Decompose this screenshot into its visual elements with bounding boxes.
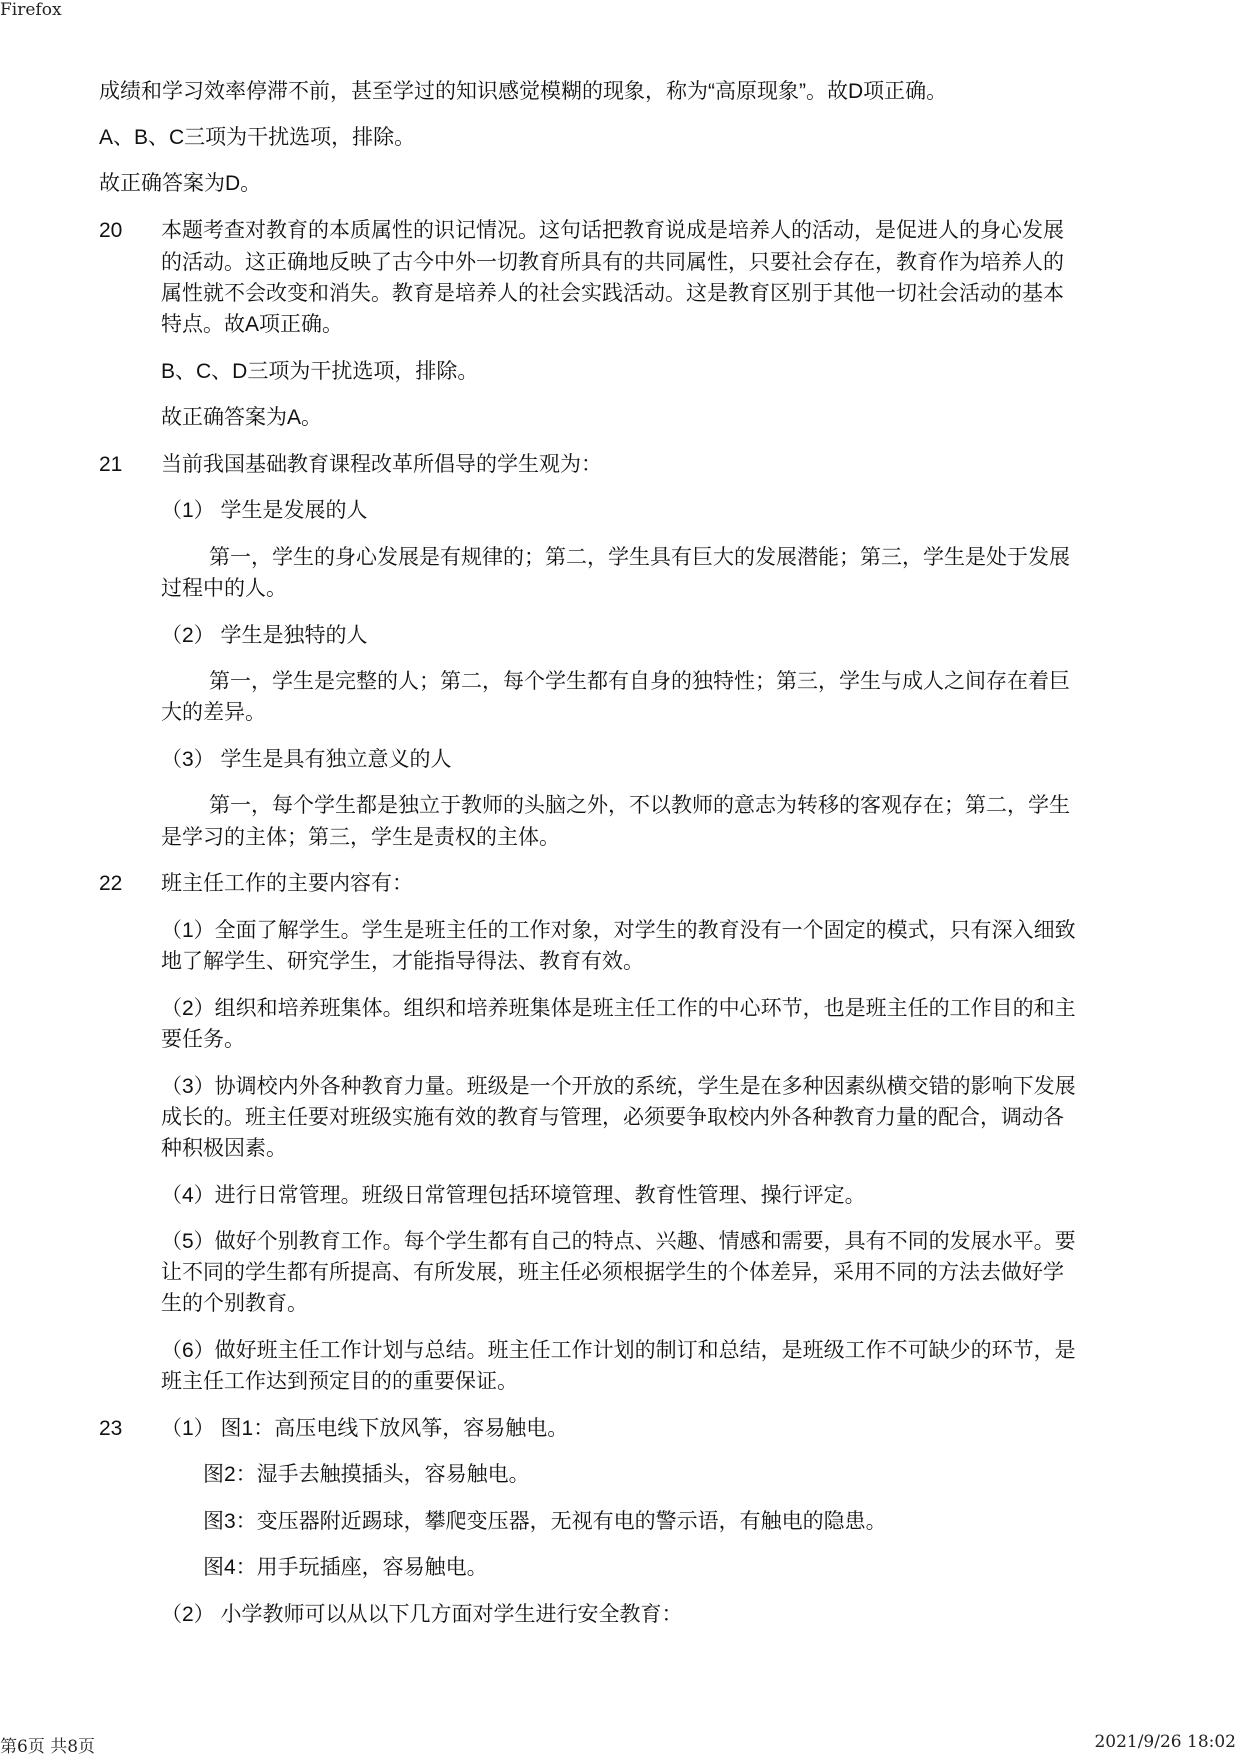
text-line: B、C、D三项为干扰选项，排除。 bbox=[161, 360, 479, 383]
text-line: 要任务。 bbox=[161, 1028, 245, 1051]
text-line: （5）做好个别教育工作。每个学生都有自己的特点、兴趣、情感和需要，具有不同的发展水平。要 bbox=[161, 1230, 1076, 1253]
text-line: 成绩和学习效率停滞不前，甚至学过的知识感觉模糊的现象，称为“高原现象”。故D项正确。 bbox=[99, 80, 948, 103]
text-line: 生的个别教育。 bbox=[161, 1292, 308, 1315]
text-line: A、B、C三项为干扰选项，排除。 bbox=[99, 126, 416, 149]
text-line: （4）进行日常管理。班级日常管理包括环境管理、教育性管理、操行评定。 bbox=[161, 1184, 866, 1207]
text-line: 地了解学生、研究学生，才能指导得法、教育有效。 bbox=[161, 950, 644, 973]
text-line: （6）做好班主任工作计划与总结。班主任工作计划的制订和总结，是班级工作不可缺少的环节，是 bbox=[161, 1339, 1076, 1362]
question-number: 20 bbox=[99, 219, 123, 242]
text-line: 属性就不会改变和消失。教育是培养人的社会实践活动。这是教育区别于其他一切社会活动的基本 bbox=[161, 282, 1064, 305]
question-number: 21 bbox=[99, 453, 123, 476]
text-line: 第一，学生的身心发展是有规律的；第二，学生具有巨大的发展潜能；第三，学生是处于发展 bbox=[209, 546, 1070, 569]
question-number: 22 bbox=[99, 872, 123, 895]
text-line: 当前我国基础教育课程改革所倡导的学生观为： bbox=[161, 453, 602, 476]
text-line: 特点。故A项正确。 bbox=[161, 313, 344, 336]
text-line: （2） 小学教师可以从以下几方面对学生进行安全教育： bbox=[161, 1603, 683, 1626]
text-line: 是学习的主体；第三，学生是责权的主体。 bbox=[161, 826, 560, 849]
text-line: 故正确答案为D。 bbox=[99, 172, 262, 195]
text-line: （2）组织和培养班集体。组织和培养班集体是班主任工作的中心环节，也是班主任的工作目的和主 bbox=[161, 997, 1076, 1020]
text-line: 班主任工作达到预定目的的重要保证。 bbox=[161, 1370, 518, 1393]
text-line: 本题考查对教育的本质属性的识记情况。这句话把教育说成是培养人的活动，是促进人的身心发展 bbox=[161, 219, 1064, 242]
text-line: 让不同的学生都有所提高、有所发展，班主任必须根据学生的个体差异，采用不同的方法去做好学 bbox=[161, 1261, 1064, 1284]
text-line: 图4：用手玩插座，容易触电。 bbox=[203, 1556, 488, 1579]
text-line: 图3：变压器附近踢球，攀爬变压器，无视有电的警示语，有触电的隐患。 bbox=[203, 1510, 887, 1533]
text-line: （3） 学生是具有独立意义的人 bbox=[161, 748, 452, 771]
text-line: 种积极因素。 bbox=[161, 1137, 287, 1160]
text-line: 大的差异。 bbox=[161, 701, 266, 724]
text-line: （3）协调校内外各种教育力量。班级是一个开放的系统，学生是在多种因素纵横交错的影响下发展 bbox=[161, 1075, 1076, 1098]
print-datetime: 2021/9/26 18:02 bbox=[1094, 1732, 1236, 1752]
text-line: 故正确答案为A。 bbox=[161, 406, 323, 429]
text-line: （1） 图1：高压电线下放风筝，容易触电。 bbox=[161, 1417, 569, 1440]
text-line: 第一，每个学生都是独立于教师的头脑之外，不以教师的意志为转移的客观存在；第二，学生 bbox=[209, 794, 1070, 817]
text-line: 成长的。班主任要对班级实施有效的教育与管理，必须要争取校内外各种教育力量的配合，调动各 bbox=[161, 1106, 1064, 1129]
text-line: （1） 学生是发展的人 bbox=[161, 499, 368, 522]
text-line: 班主任工作的主要内容有： bbox=[161, 872, 413, 895]
text-line: 第一，学生是完整的人；第二，每个学生都有自身的独特性；第三，学生与成人之间存在着巨 bbox=[209, 670, 1070, 693]
text-line: （1）全面了解学生。学生是班主任的工作对象，对学生的教育没有一个固定的模式，只有深入细致 bbox=[161, 919, 1076, 942]
text-line: 图2：湿手去触摸插头，容易触电。 bbox=[203, 1463, 530, 1486]
page-number: 第6页 共8页 bbox=[0, 1737, 96, 1757]
text-line: 过程中的人。 bbox=[161, 577, 287, 600]
text-line: 的活动。这正确地反映了古今中外一切教育所具有的共同属性，只要社会存在，教育作为培养人的 bbox=[161, 251, 1064, 274]
question-number: 23 bbox=[99, 1417, 123, 1440]
browser-title: Firefox bbox=[0, 0, 62, 20]
text-line: （2） 学生是独特的人 bbox=[161, 624, 368, 647]
